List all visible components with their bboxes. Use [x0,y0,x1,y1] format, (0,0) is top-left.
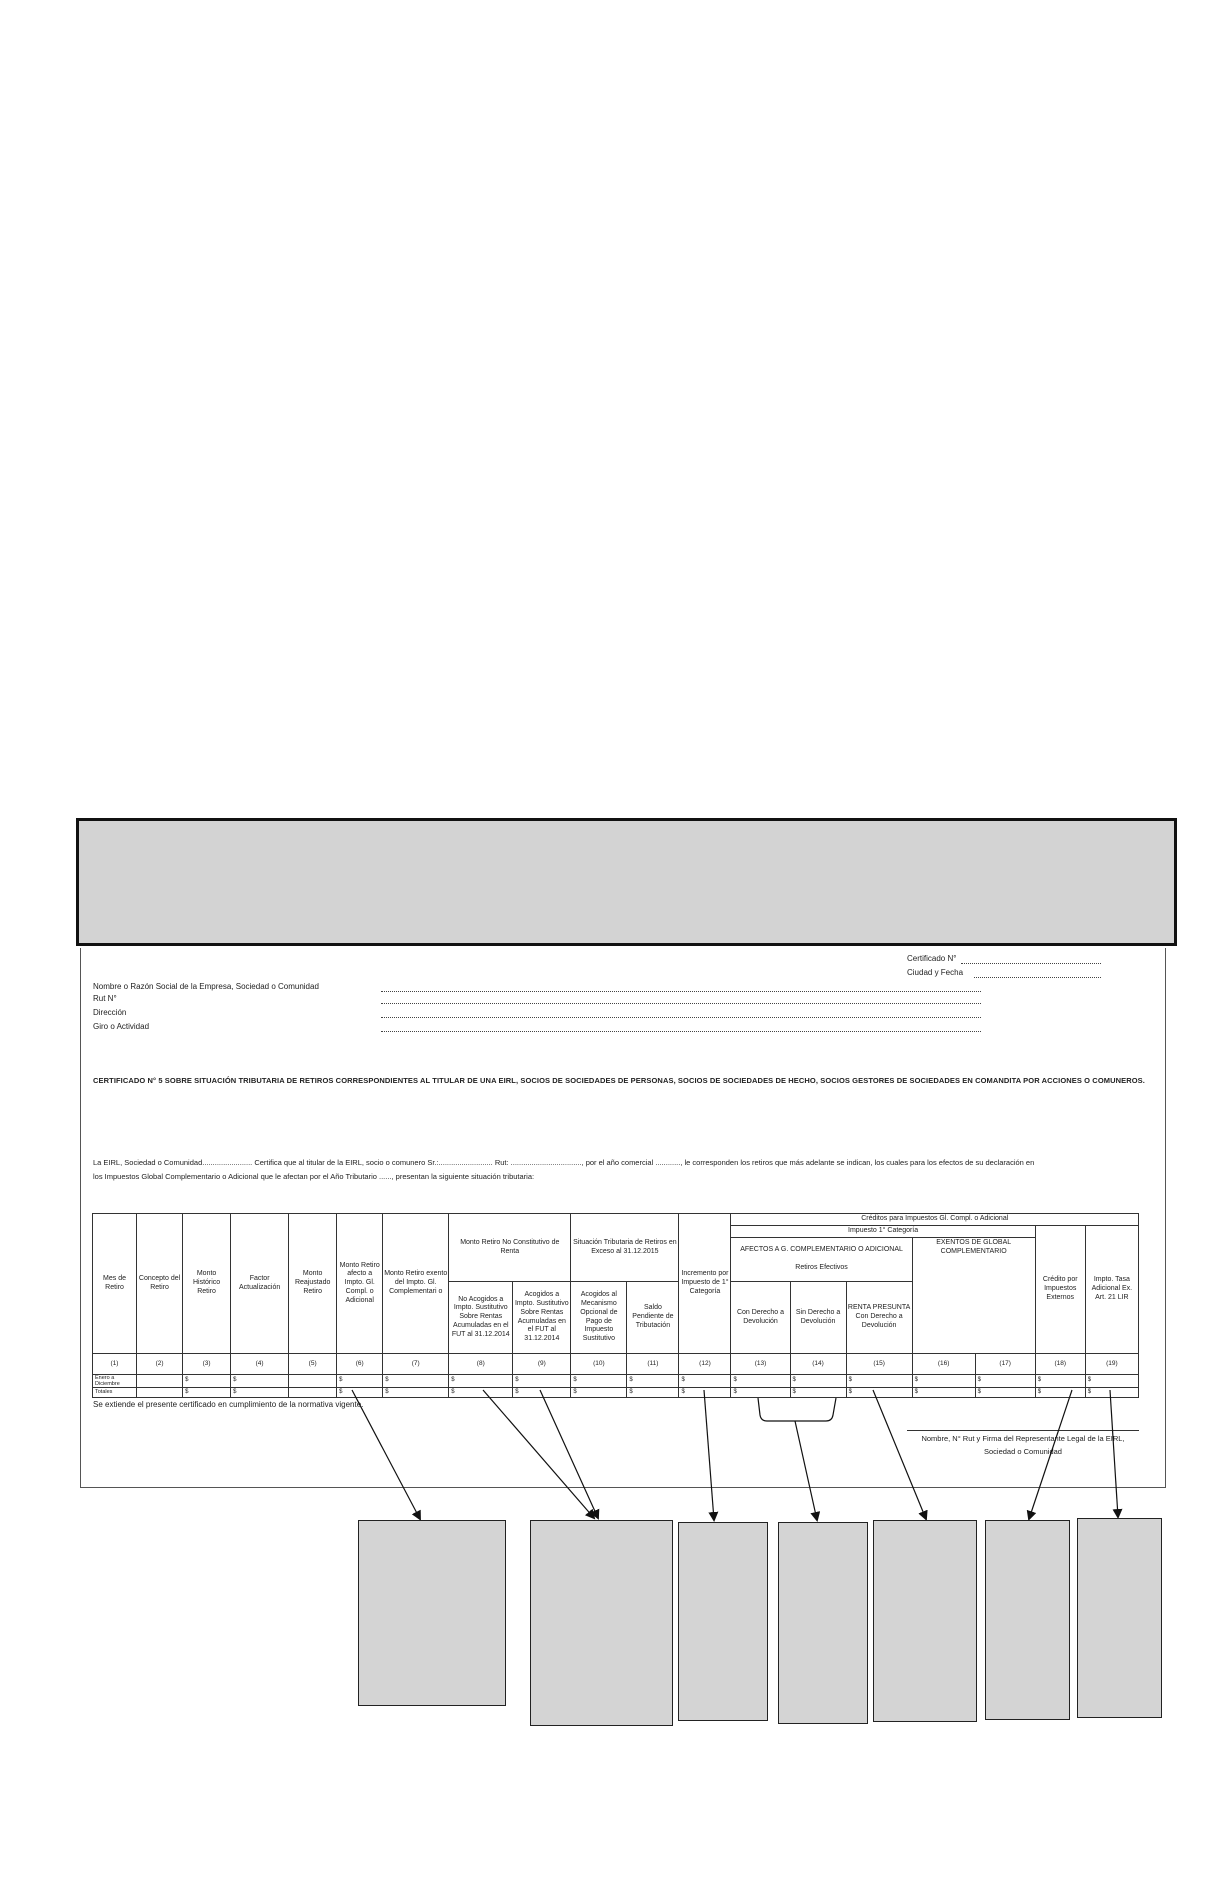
table-cell: $ [1085,1388,1138,1398]
col-header-14: Sin Derecho a Devolución [790,1282,846,1354]
signature-line-1: Nombre, N° Rut y Firma del Representante Legal de la EIRL, [921,1434,1125,1443]
table-cell: $ [513,1388,571,1398]
col-header-5: Monto Reajustado Retiro [289,1214,337,1354]
col-header-4: Factor Actualización [231,1214,289,1354]
col-number: (19) [1085,1354,1138,1375]
annotation-box-1 [358,1520,506,1706]
col-number: (1) [93,1354,137,1375]
col-number: (10) [571,1354,627,1375]
table-cell: $ [183,1388,231,1398]
table-cell: $ [679,1375,731,1388]
annotation-box-4 [778,1522,868,1724]
table-cell: $ [383,1375,449,1388]
table-cell: $ [846,1388,912,1398]
signature-line-2: Sociedad o Comunidad [984,1447,1062,1456]
certificate-title: CERTIFICADO N° 5 SOBRE SITUACIÓN TRIBUTARIA DE RETIROS CORRESPONDIENTES AL TITULAR DE UNA EIRL, SOCIOS DE SOCIEDADES DE PERSONAS, SOCIOS DE SOCIEDADES DE HECHO, SOCIOS GESTORES DE SOCIEDADES EN COMANDITA POR ACCIONES O COMUNEROS. [93,1076,1145,1085]
table-cell: $ [449,1388,513,1398]
group-creditos: Créditos para Impuestos Gl. Compl. o Adicional [731,1214,1139,1226]
table-cell: $ [571,1375,627,1388]
col-number: (12) [679,1354,731,1375]
col-header-13: Con Derecho a Devolución [731,1282,790,1354]
arrow-to-box-1 [352,1390,420,1519]
group-no-constitutivo: Monto Retiro No Constitutivo de Renta [449,1214,571,1282]
bracket-13-14 [758,1398,836,1421]
table-cell: $ [231,1388,289,1398]
annotation-box-6 [985,1520,1070,1720]
arrow-to-box-5 [873,1390,926,1519]
table-cell: $ [912,1375,975,1388]
col-header-9: Acogidos a Impto. Sustitutivo Sobre Rentas Acumuladas en el FUT al 31.12.2014 [513,1282,571,1354]
col-header-10: Acogidos al Mecanismo Opcional de Pago de Impuesto Sustitutivo [571,1282,627,1354]
arrow-to-box-3 [704,1390,714,1520]
intro-line-1: La EIRL, Sociedad o Comunidad........................ Certifica que al titular de la EIRL, socio o comunero Sr.:.......................... Rut: .................................., por el año comercial ............, le corresponden los retiros que más adelante se indican, los cuales para los efectos de su declaración en [93,1158,1035,1167]
col-number: (11) [627,1354,679,1375]
table-cell: $ [975,1388,1035,1398]
row-label-a: Enero a [95,1375,115,1381]
col-header-8: No Acogidos a Impto. Sustitutivo Sobre Rentas Acumuladas en el FUT al 31.12.2014 [449,1282,513,1354]
col-header-19: Impto. Tasa Adicional Ex. Art. 21 LIR [1085,1226,1138,1354]
table-cell: $ [513,1375,571,1388]
closing-statement: Se extiende el presente certificado en cumplimiento de la normativa vigente. [93,1400,364,1409]
table-cell: $ [790,1375,846,1388]
col-number: (9) [513,1354,571,1375]
giro-label: Giro o Actividad [93,1022,150,1031]
table-cell: $ [183,1375,231,1388]
table-cell: $ [1085,1375,1138,1388]
arrow-to-box-7 [1110,1390,1118,1517]
col-number: (8) [449,1354,513,1375]
table-cell: $ [337,1388,383,1398]
table-cell: $ [337,1375,383,1388]
arrow-to-box-2b [540,1390,598,1518]
col-number: (7) [383,1354,449,1375]
col-header-7: Monto Retiro exento del Impto. Gl. Complementari o [383,1214,449,1354]
col-number: (3) [183,1354,231,1375]
col-number: (18) [1035,1354,1085,1375]
col-header-6: Monto Retiro afecto a Impto. Gl. Compl. o Adicional [337,1214,383,1354]
ciudad-fecha-label: Ciudad y Fecha [907,968,964,977]
row-label: Totales [93,1388,137,1398]
direccion-label: Dirección [93,1008,127,1017]
table-cell: $ [1035,1388,1085,1398]
table-cell: $ [846,1375,912,1388]
annotation-box-5 [873,1520,977,1722]
col-header-1: Mes de Retiro [93,1214,137,1354]
table-cell: $ [1035,1375,1085,1388]
arrow-to-box-2a [483,1390,594,1518]
intro-line-2: los Impuestos Global Complementario o Adicional que le afectan por el Año Tributario ......, presentan la siguiente situación tributaria: [93,1172,535,1181]
col-number: (5) [289,1354,337,1375]
annotation-box-3 [678,1522,768,1721]
razon-social-label: Nombre o Razón Social de la Empresa, Sociedad o Comunidad [93,982,319,991]
afectos-label: AFECTOS A G. COMPLEMENTARIO O ADICIONAL [740,1246,903,1254]
table-cell: $ [627,1388,679,1398]
retiros-efectivos-label: Retiros Efectivos [795,1263,848,1271]
annotation-box-7 [1077,1518,1162,1718]
col-number: (15) [846,1354,912,1375]
col-header-2: Concepto del Retiro [137,1214,183,1354]
col-header-11: Saldo Pendiente de Tributación [627,1282,679,1354]
col-number: (6) [337,1354,383,1375]
table-cell: $ [679,1388,731,1398]
renta-presunta-label: RENTA PRESUNTA [847,1304,911,1312]
col-number: (14) [790,1354,846,1375]
rut-label: Rut N° [93,994,117,1003]
col-number: (16) [912,1354,975,1375]
col-number: (2) [137,1354,183,1375]
group-exentos: EXENTOS DE GLOBAL COMPLEMENTARIO [912,1238,1035,1354]
table-cell: $ [383,1388,449,1398]
group-situacion: Situación Tributaria de Retiros en Exceso al 31.12.2015 [571,1214,679,1282]
col-number: (17) [975,1354,1035,1375]
table-cell: $ [571,1388,627,1398]
col-number: (4) [231,1354,289,1375]
table-cell: $ [731,1388,790,1398]
table-cell: $ [449,1375,513,1388]
table-cell: $ [627,1375,679,1388]
col-header-15-text: Con Derecho a Devolución [855,1313,903,1329]
table-cell: $ [790,1388,846,1398]
table-cell: $ [975,1375,1035,1388]
table-cell: $ [231,1375,289,1388]
col-header-12: Incremento por Impuesto de 1° Categoría [679,1214,731,1354]
table-cell: $ [731,1375,790,1388]
table-cell: $ [912,1388,975,1398]
col-header-3: Monto Histórico Retiro [183,1214,231,1354]
col-number: (13) [731,1354,790,1375]
arrow-to-box-6 [1029,1390,1072,1519]
group-impuesto-1a: Impuesto 1° Categoría [731,1226,1035,1238]
arrow-to-box-4 [795,1421,817,1520]
certificado-label: Certificado N° [907,954,957,963]
annotation-box-2 [530,1520,673,1726]
row-label-b: Diciembre [95,1381,120,1388]
col-header-18: Crédito por Impuestos Externos [1035,1226,1085,1354]
